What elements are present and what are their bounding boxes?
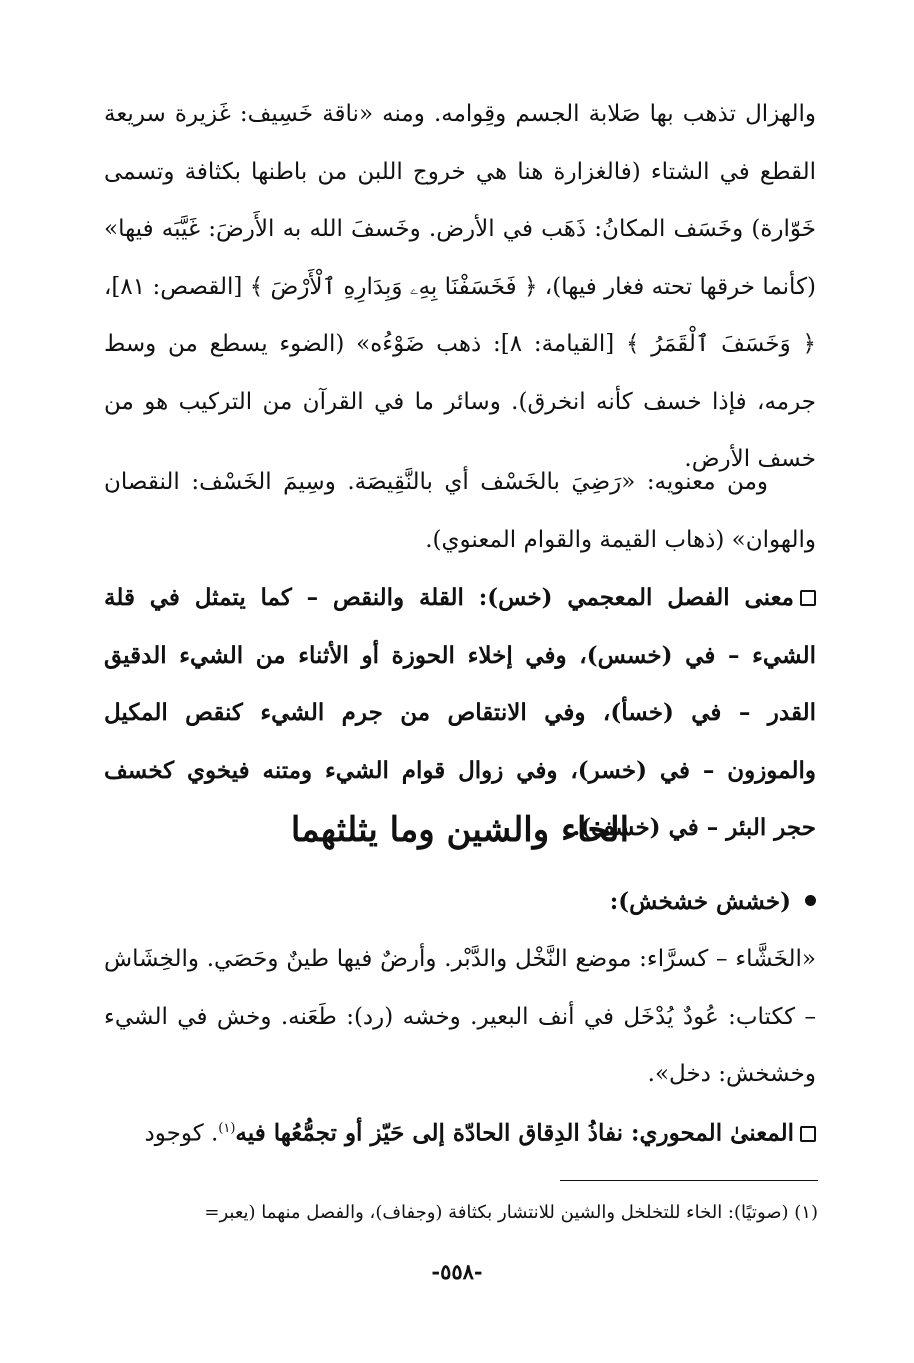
checkbox-square-icon — [800, 1126, 816, 1142]
paragraph-core-meaning — [104, 1100, 816, 1163]
section-heading: الخاء والشين وما يثلثهما — [290, 810, 630, 850]
core-meaning-text: المعنىٰ المحوري: نفاذُ الدِقاق الحادّة إلى حَيّز أو تجمُّعُها فيه — [235, 1119, 794, 1147]
paragraph-figurative-meaning: ومن معنويه: «رَضِيَ بالخَسْف أي بالنَّقِيصَة. وسِيمَ الخَسْف: النقصان والهوان» (ذهاب القيمة والقوام المعنوي). — [104, 469, 816, 553]
entry-root-line — [104, 873, 816, 931]
paragraph-khashsha-definition: «الخَشَّاء – كسرَّاء: موضع النَّخْل والدَّبْر. وأرضٌ فيها طينٌ وحَصَي. والخِشَاش – ككتاب: عُودٌ يُدْخَل في أنف البعير. وخشه (رد): طَعَنه. وخش في الشيء وخشخش: دخل». — [104, 946, 816, 1087]
checkbox-square-icon — [800, 590, 816, 606]
bullet-icon — [805, 895, 816, 906]
lexical-chapter-text: معنى الفصل المعجمي (خس): القلة والنقص – كما يتمثل في قلة الشيء – في (خسس)، وفي إخلاء الحوزة أو الأثناء من الشيء الدقيق القدر – في (خسأ)، وفي الانتقاص من جرم الشيء كنقص المكيل والموزون – في (خسر)، وفي زوال قوام الشيء ومتنه فيخوي كخسف حجر البئر – في (خسف). — [104, 584, 816, 841]
footnote-text: (١) (صوتيًا): الخاء للتخلخل والشين للانتشار بكثافة (وجفاف)، والفصل منهما (يعبر= — [204, 1202, 818, 1223]
core-meaning-continuation: . كوجود — [144, 1120, 219, 1147]
footnote-separator — [560, 1180, 818, 1181]
page-number: -٥٥٨- — [431, 1259, 483, 1284]
entry-root-label: (خشش خشخش): — [609, 888, 791, 915]
footnote-reference: (١) — [218, 1121, 236, 1136]
paragraph-khasif-meaning: والهزال تذهب بها صَلابة الجسم وقِوامه. ومنه «ناقة خَسِيف: غَزيرة سريعة القطع في الشتاء (فالغزارة هنا هي خروج اللبن من باطنها بكثافة وتسمى خَوّارة) وخَسَف المكانُ: ذَهَب في الأرض. وخَسفَ الله به الأَرضَ: غَيَّبَه فيها» (كأنما خرقها تحته فغار فيها)، ﴿ فَخَسَفْنَا بِهِۦ وَبِدَارِهِ ٱلْأَرْضَ ﴾ [القصص: ٨١]، ﴿ وَخَسَفَ ٱلْقَمَرُ ﴾ [القيامة: ٨]: ذهب ضَوْءُه» (الضوء يسطع من وسط جرمه، فإذا خسف كأنه انخرق). وسائر ما في القرآن من التركيب هو من خسف الأرض. — [104, 101, 816, 472]
